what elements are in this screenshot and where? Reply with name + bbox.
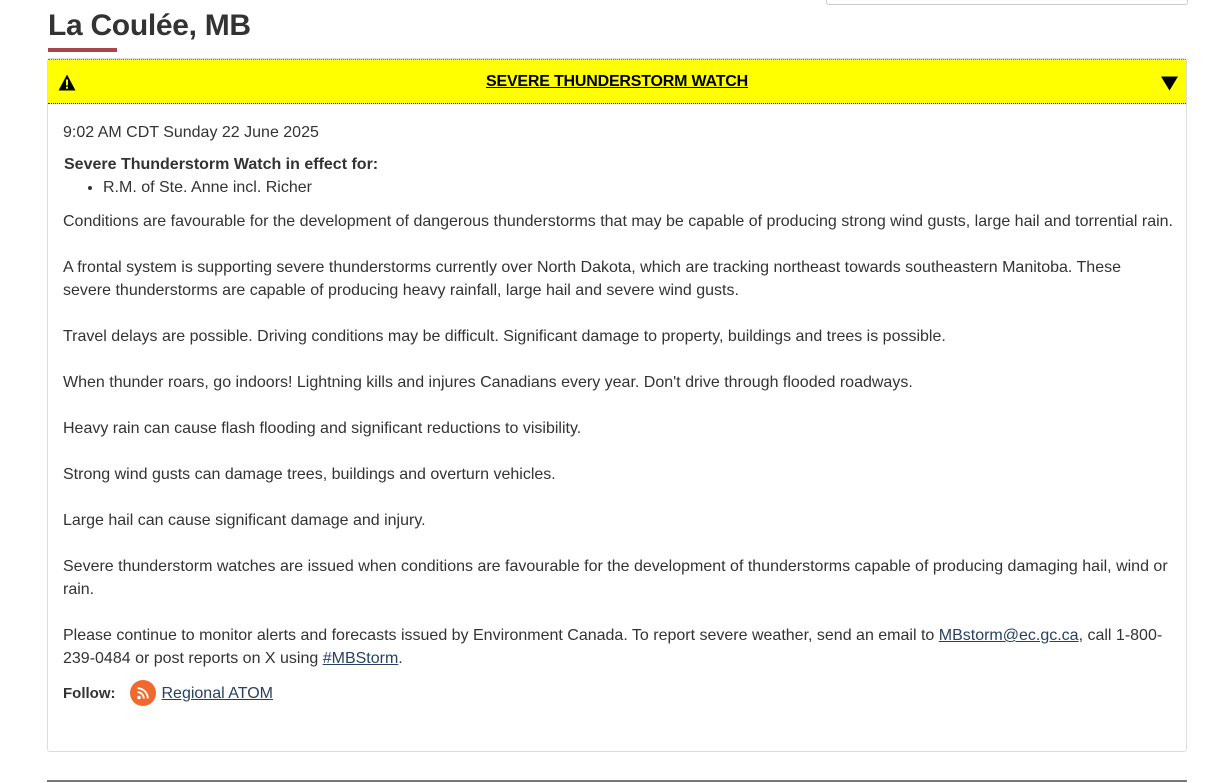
alert-paragraph: Large hail can cause significant damage and injury. <box>63 512 426 529</box>
rss-icon[interactable] <box>130 680 156 706</box>
alert-paragraph: Severe thunderstorm watches are issued when conditions are favourable for the development of thunderstorms capable of producing damaging hail, wind or rain. <box>63 558 1168 598</box>
email-link[interactable]: MBstorm@ec.gc.ca <box>938 627 1079 644</box>
regional-atom-link[interactable]: Regional ATOM <box>161 684 273 702</box>
follow-label: Follow: <box>63 684 116 702</box>
title-underline <box>48 48 117 52</box>
region-list <box>63 176 1173 199</box>
issued-timestamp: 9:02 AM CDT Sunday 22 June 2025 <box>63 124 319 141</box>
region-item: • R.M. of Ste. Anne incl. Richer <box>103 176 1173 199</box>
alert-header[interactable] <box>48 59 1186 104</box>
alert-paragraph: When thunder roars, go indoors! Lightning kills and injures Canadians every year. Don't drive through flooded roadways. <box>63 374 913 391</box>
alert-title-link[interactable]: SEVERE THUNDERSTORM WATCH <box>486 73 748 90</box>
contact-text: Please continue to monitor alerts and forecasts issued by Environment Canada. To report severe weather, send an email to <box>63 627 939 644</box>
follow-row <box>63 678 1173 708</box>
alert-paragraph: Travel delays are possible. Driving conditions may be difficult. Significant damage to property, buildings and trees is possible. <box>63 328 946 345</box>
alert-paragraph: Conditions are favourable for the development of dangerous thunderstorms that may be capable of producing strong wind gusts, large hail and torrential rain. <box>63 213 1173 230</box>
alert-paragraph: Heavy rain can cause flash flooding and significant reductions to visibility. <box>63 420 582 437</box>
contact-paragraph <box>63 624 1173 670</box>
alert-panel <box>47 58 1187 752</box>
effect-heading: Severe Thunderstorm Watch in effect for: <box>64 156 379 173</box>
page-title: La Coulée, MB <box>48 9 251 42</box>
section-divider <box>47 780 1187 782</box>
location-search-box[interactable] <box>826 0 1188 5</box>
contact-text: . <box>398 650 403 667</box>
contact-text: , call 1-800-239-0484 or post reports on X using <box>63 627 1163 667</box>
alert-paragraph: Strong wind gusts can damage trees, buildings and overturn vehicles. <box>63 466 556 483</box>
hashtag-link[interactable]: #MBStorm <box>322 650 399 667</box>
alert-paragraph: A frontal system is supporting severe thunderstorms currently over North Dakota, which are tracking northeast towards southeastern Manitoba. These severe thunderstorms are capable of producing heavy rainfall, large hail and severe wind gusts. <box>63 259 1121 299</box>
chevron-down-icon[interactable] <box>1161 76 1178 91</box>
alert-body <box>63 121 1173 708</box>
